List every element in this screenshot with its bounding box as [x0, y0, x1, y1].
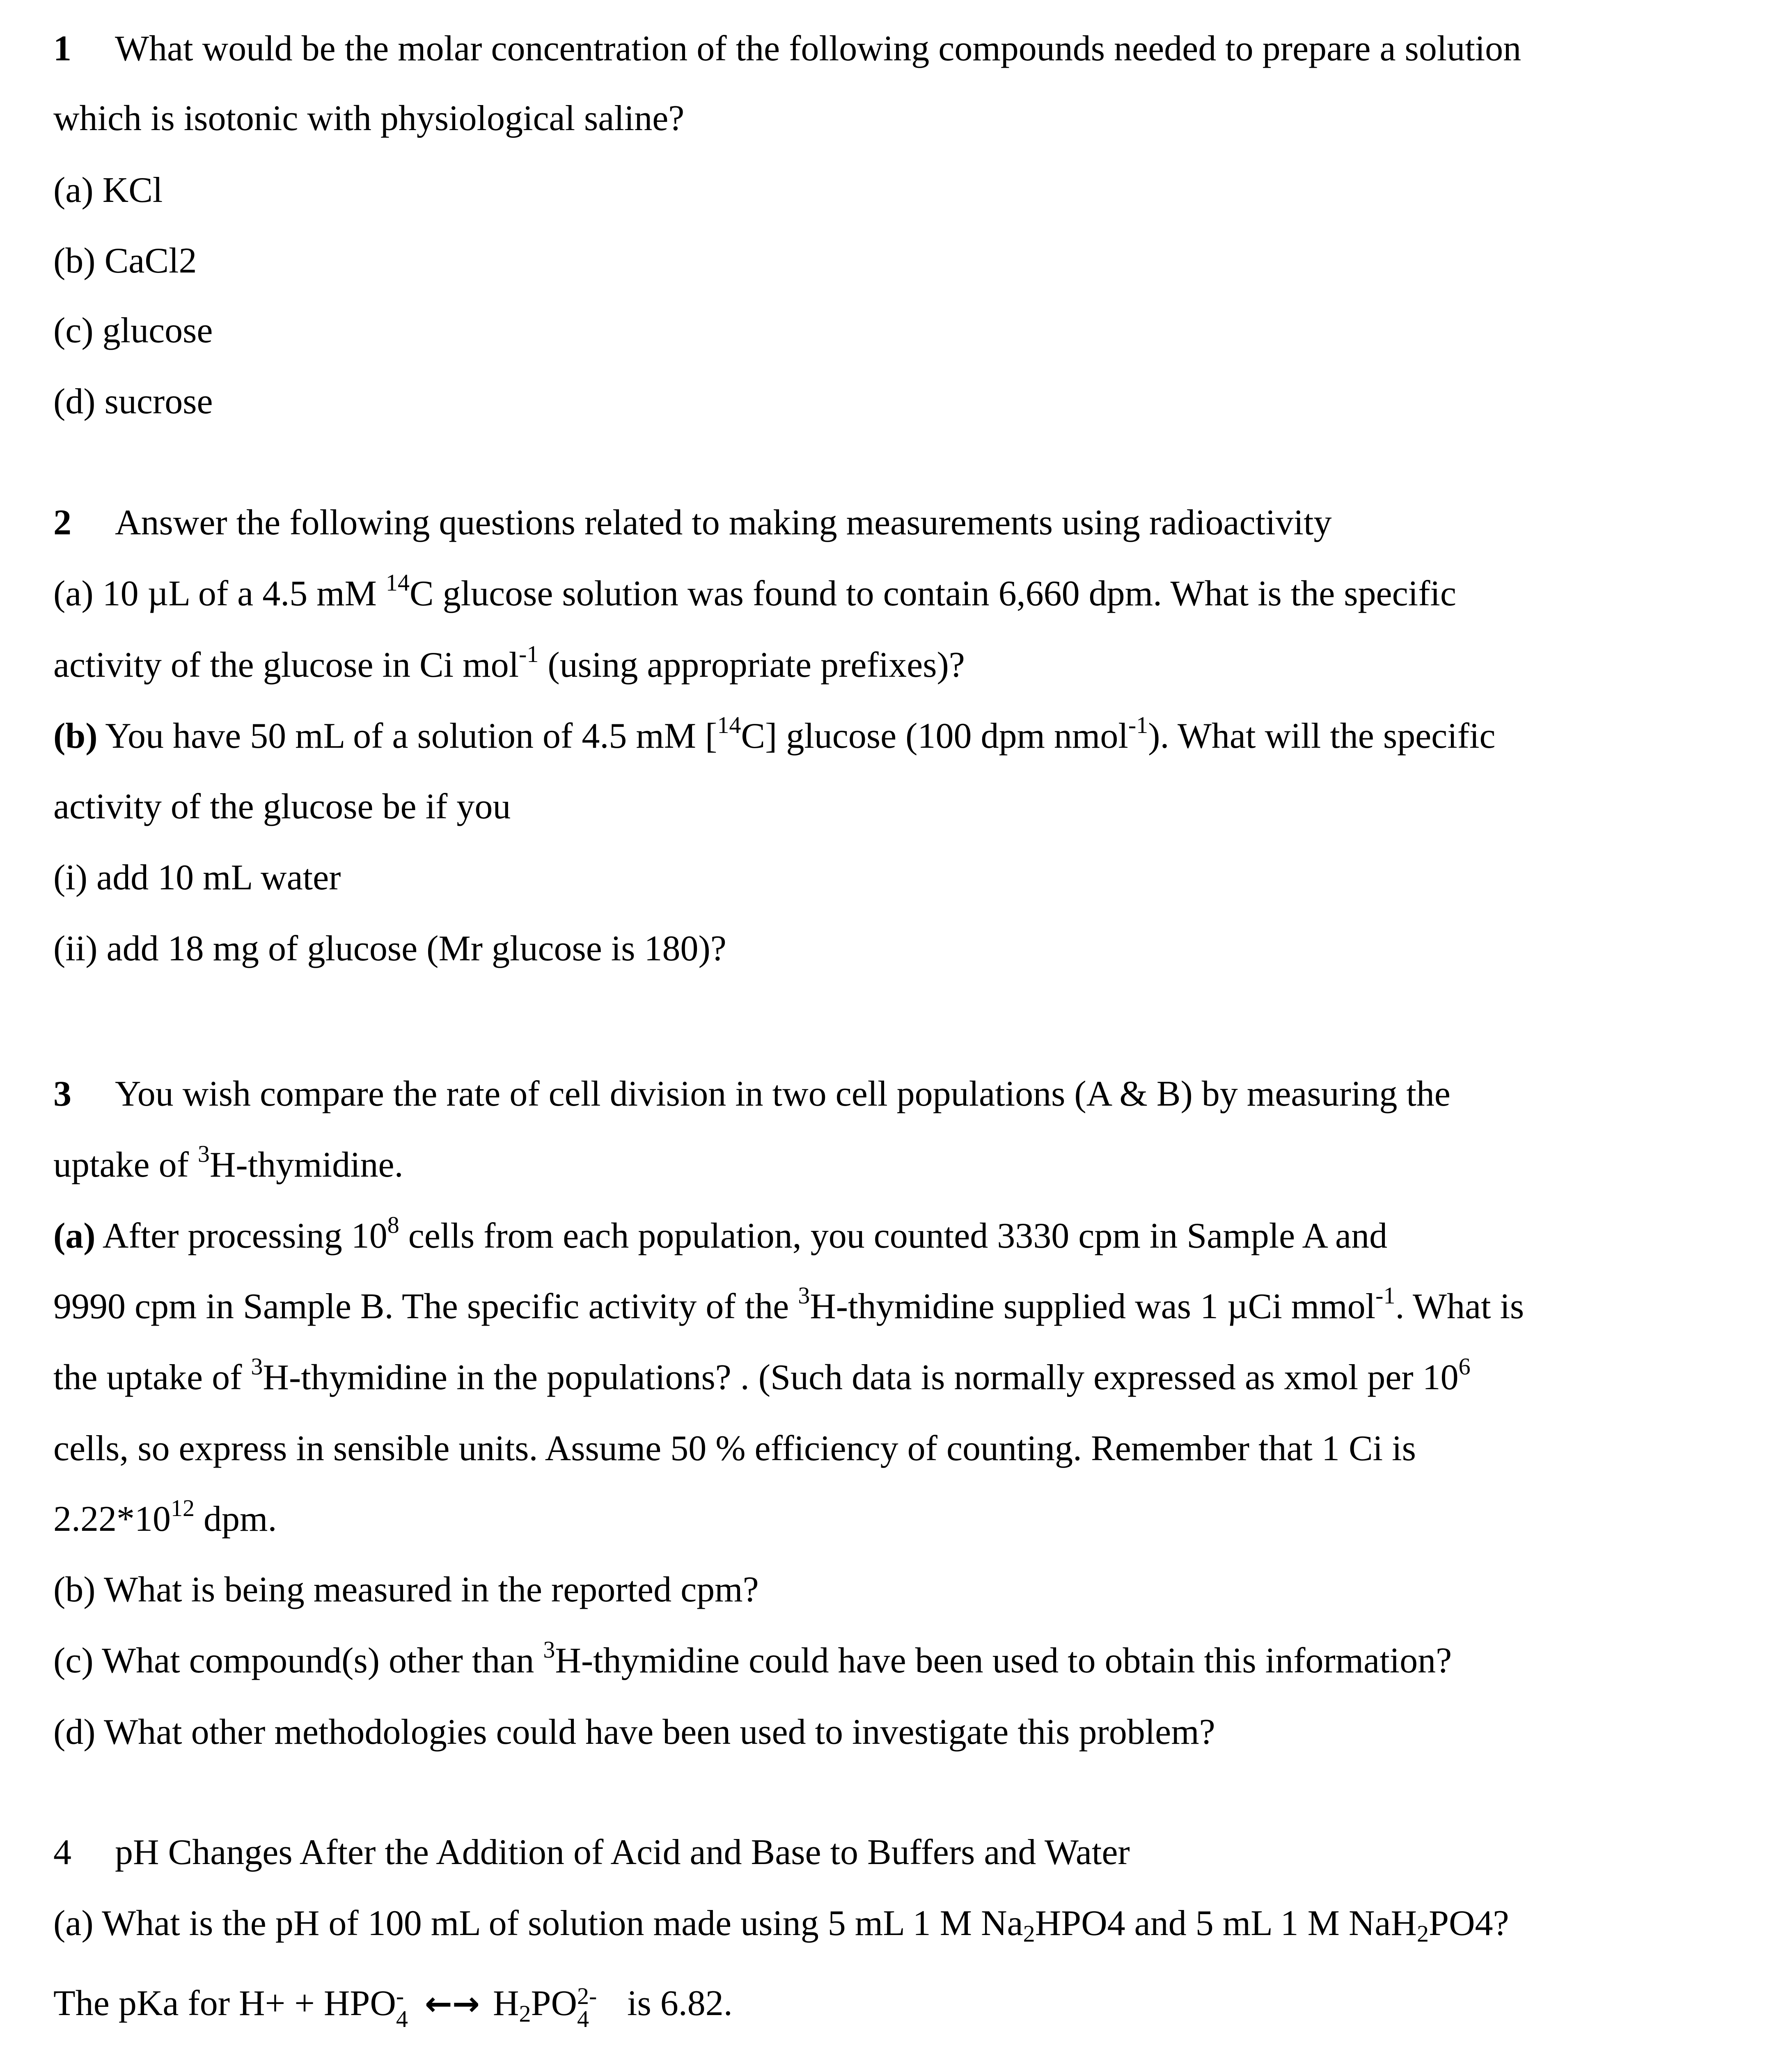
q3-a2-superscript-2: -1 [1375, 1282, 1396, 1309]
q2-b-text: You have 50 mL of a solution of 4.5 mM [ [97, 716, 717, 756]
q3-a2-text: 9990 cpm in Sample B. The specific activity of the [53, 1287, 798, 1326]
q2-a-text: (a) 10 µL of a 4.5 mM [53, 574, 386, 614]
q3-c-superscript: 3 [543, 1636, 555, 1663]
q1-option-c: (c) glucose [53, 311, 213, 350]
q4-a-text: (a) What is the pH of 100 mL of solution made using 5 mL 1 M Na [53, 1903, 1023, 1943]
q2-a-superscript: 14 [385, 569, 410, 596]
q1-number: 1 [53, 29, 71, 69]
q4-pka-po: PO [531, 1983, 577, 2023]
q2-a2-superscript: -1 [519, 641, 539, 667]
q3-c-text: (c) What compound(s) other than [53, 1641, 543, 1681]
q2-b-superscript: 14 [717, 712, 741, 738]
q2-part-b-i: (i) add 10 mL water [53, 858, 341, 898]
q3-a3-superscript-2: 6 [1458, 1353, 1471, 1380]
q4-pka-h: H [484, 1983, 519, 2023]
q3-a2-text-mid: H-thymidine supplied was 1 µCi mmol [810, 1287, 1376, 1326]
q4-pka-text: The pKa for H+ + HPO [53, 1983, 396, 2023]
q4-a-text-mid: HPO4 and 5 mL 1 M NaH [1035, 1903, 1417, 1943]
q3-a2-superscript: 3 [798, 1282, 810, 1309]
q3-part-a-line-5 [53, 1495, 277, 1539]
q3-line-1 [53, 1076, 1451, 1112]
q2-b-text-mid: C] glucose (100 dpm nmol [741, 716, 1128, 756]
q3-a5-text-cont: dpm. [195, 1499, 277, 1539]
q4-pka-subscript-2: 2 [519, 2000, 531, 2027]
q4-pka-text-cont: is 6.82. [618, 1983, 733, 2023]
q3-part-a-line-3 [53, 1353, 1471, 1397]
q2-part-b-line-1 [53, 712, 1496, 756]
q3-a5-superscript: 12 [171, 1495, 195, 1521]
q4-part-a [53, 1903, 1509, 1947]
q1-text: What would be the molar concentration of the following compounds needed to prepare a solution [115, 29, 1522, 69]
q3-a-text: After processing 10 [95, 1216, 387, 1256]
q4-line-1 [53, 1834, 1130, 1871]
q4-pka-superscript-3: 2- [577, 1983, 597, 2009]
q1-line-2: which is isotonic with physiological saline? [53, 98, 685, 138]
q3-a3-text: the uptake of [53, 1358, 251, 1397]
q4-number: 4 [53, 1832, 71, 1872]
q2-b-label: (b) [53, 716, 98, 756]
q2-part-a-line-1 [53, 569, 1456, 614]
q2-a2-text-cont: (using appropriate prefixes)? [539, 645, 965, 685]
q3-a3-superscript: 3 [251, 1353, 263, 1380]
q3-number: 3 [53, 1074, 71, 1114]
equilibrium-arrow-icon: ←→ [424, 1985, 480, 2023]
q3-c-text-cont: H-thymidine could have been used to obtain this information? [555, 1641, 1452, 1681]
q2-number: 2 [53, 503, 71, 543]
q3-part-a-line-2 [53, 1282, 1524, 1326]
q4-pka-line [53, 1983, 733, 2032]
q2-line-1 [53, 505, 1331, 541]
q2-text: Answer the following questions related to making measurements using radioactivity [115, 503, 1332, 543]
q2-a2-text: activity of the glucose in Ci mol [53, 645, 519, 685]
q3-a2-text-cont: . What is [1395, 1287, 1524, 1326]
q4-text: pH Changes After the Addition of Acid and Base to Buffers and Water [115, 1832, 1130, 1872]
q2-part-b-ii: (ii) add 18 mg of glucose (Mr glucose is 180)? [53, 929, 726, 969]
q2-b-text-cont: ). What will the specific [1148, 716, 1496, 756]
q3-part-b: (b) What is being measured in the reported cpm? [53, 1570, 759, 1610]
q3-a3-text-mid: H-thymidine in the populations? . (Such data is normally expressed as xmol per 10 [263, 1358, 1459, 1397]
q1-line-1 [53, 31, 1521, 67]
q4-a-subscript-2: 2 [1417, 1920, 1429, 1947]
q3-text: You wish compare the rate of cell division in two cell populations (A & B) by measuring the [115, 1074, 1451, 1114]
q4-a-subscript: 2 [1023, 1920, 1035, 1947]
q4-pka-subscript-3: 4 [577, 2006, 589, 2032]
q3-text2-superscript: 3 [197, 1141, 210, 1167]
q2-part-b-line-2: activity of the glucose be if you [53, 787, 511, 827]
q2-a-text-cont: C glucose solution was found to contain 6,660 dpm. What is the specific [409, 574, 1456, 614]
q1-option-d: (d) sucrose [53, 382, 213, 421]
q3-part-c [53, 1636, 1452, 1681]
q3-a-text-cont: cells from each population, you counted 3330 cpm in Sample A and [399, 1216, 1388, 1256]
q1-option-a: (a) KCl [53, 170, 163, 210]
q2-b-superscript-2: -1 [1128, 712, 1148, 738]
q3-text2: uptake of [53, 1145, 198, 1185]
q3-part-d: (d) What other methodologies could have been used to investigate this problem? [53, 1712, 1215, 1752]
q3-part-a-line-4: cells, so express in sensible units. Assume 50 % efficiency of counting. Remember that 1 Ci is [53, 1429, 1416, 1468]
q3-part-a-line-1 [53, 1212, 1388, 1256]
q2-part-a-line-2 [53, 641, 965, 685]
q4-a-text-cont: PO4? [1429, 1903, 1509, 1943]
q3-a-label: (a) [53, 1216, 96, 1256]
q3-a-superscript: 8 [387, 1212, 399, 1238]
q3-line-2 [53, 1141, 403, 1185]
q4-pka-subscript: 4 [396, 2006, 408, 2032]
q4-pka-superscript: - [396, 1983, 404, 2009]
q1-option-b: (b) CaCl2 [53, 241, 197, 281]
q3-text2-cont: H-thymidine. [209, 1145, 403, 1185]
q3-a5-text: 2.22*10 [53, 1499, 171, 1539]
